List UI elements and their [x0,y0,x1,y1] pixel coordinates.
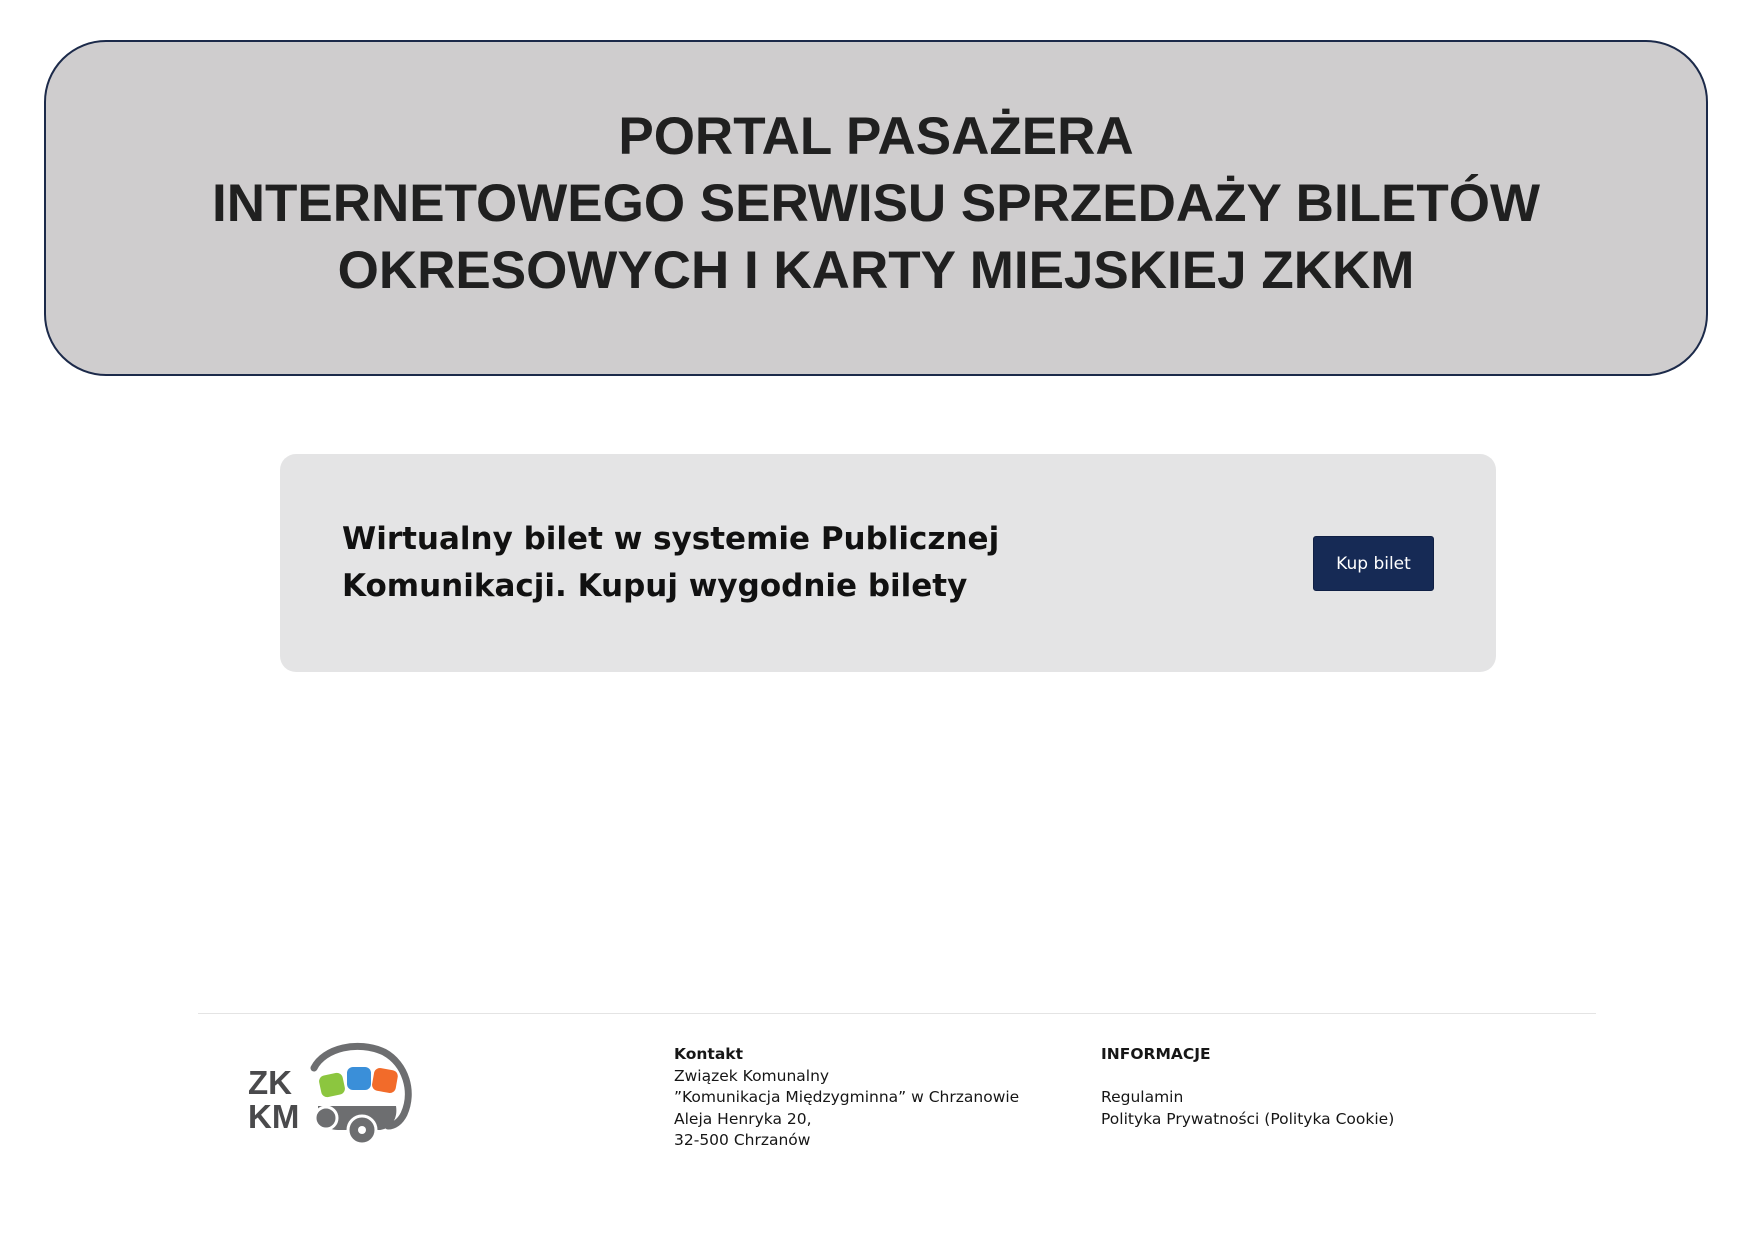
footer-divider [198,1013,1596,1014]
footer-contact [674,1044,1019,1152]
hero-text-line-2: Komunikacji. Kupuj wygodnie bilety [342,568,968,604]
contact-line: ”Komunikacja Międzygminna” w Chrzanowie [674,1088,1020,1106]
contact-line: Związek Komunalny [674,1066,830,1085]
hero-text [342,516,1062,610]
title-line-3: OKRESOWYCH I KARTY MIEJSKIEJ ZKKM [337,240,1415,300]
logo-text-top: ZK [248,1064,292,1101]
footer-info [1101,1044,1394,1130]
title-line-2: INTERNETOWEGO SERWISU SPRZEDAŻY BILETÓW [211,173,1541,233]
bus-logo-icon [246,1040,416,1150]
window-blue [347,1067,371,1090]
hero-card [280,454,1496,672]
title-line-1: PORTAL PASAŻERA [618,106,1134,166]
hero-text-line-1: Wirtualny bilet w systemie Publicznej [342,521,1000,557]
terms-link[interactable]: Regulamin [1101,1088,1184,1106]
contact-line: Aleja Henryka 20, [674,1109,812,1128]
contact-line: 32-500 Chrzanów [674,1131,811,1149]
window-green [318,1072,346,1099]
contact-heading: Kontakt [674,1045,744,1063]
info-heading: INFORMACJE [1101,1045,1211,1063]
buy-ticket-button[interactable]: Kup bilet [1313,536,1434,591]
privacy-policy-link[interactable]: Polityka Prywatności (Polityka Cookie) [1101,1109,1395,1128]
title-banner [44,40,1708,376]
zkkm-logo[interactable] [246,1040,416,1150]
logo-text-bottom: KM [248,1098,300,1135]
info-spacer [1101,1066,1394,1088]
window-orange [371,1067,399,1094]
